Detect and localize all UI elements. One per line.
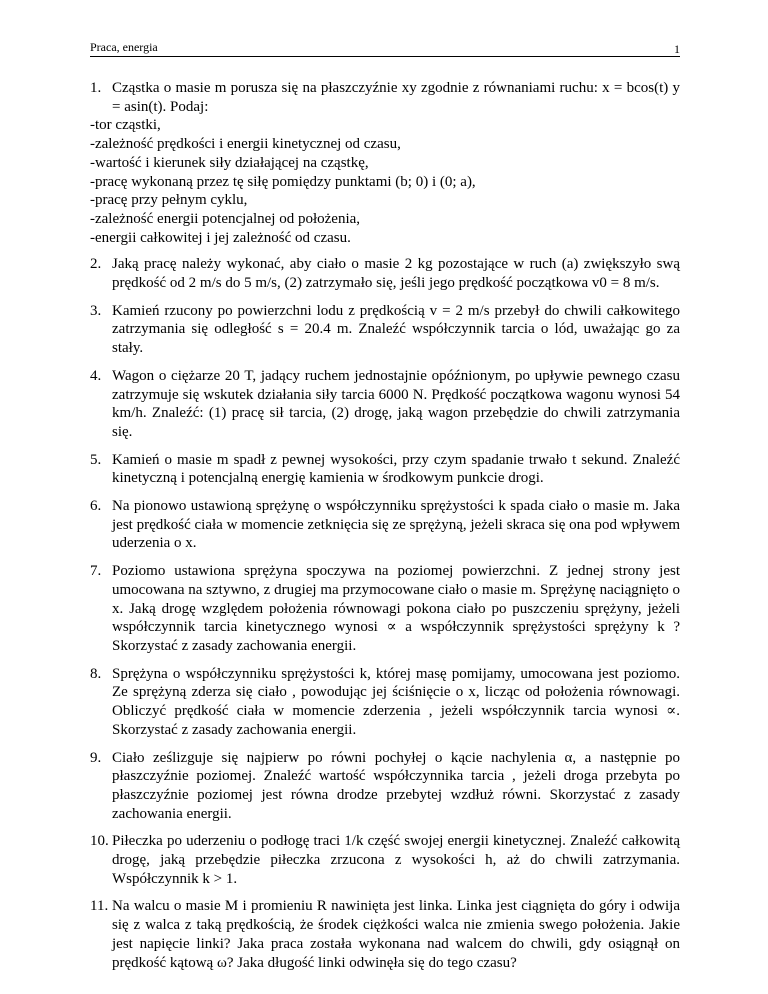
problem-number: 3.	[90, 302, 102, 319]
problem-10	[90, 832, 680, 888]
problem-text: Kamień o masie m spadł z pewnej wysokości, przy czym spadanie trwało t sekund. Znaleźć kinetyczną i potencjalną energię kamienia w środkowym punkcie drogi.	[112, 451, 680, 487]
problem-number: 4.	[90, 367, 102, 384]
problem-number: 1.	[90, 80, 102, 96]
problem-text: Jaką pracę należy wykonać, aby ciało o masie 2 kg pozostające w ruch (a) zwiększyło swą prędkość od 2 m/s do 5 m/s, (2) zatrzymało się, jeśli jego prędkość początkowa v0 = 8 m/s.	[112, 256, 680, 292]
problem-number: 2.	[90, 256, 102, 273]
problem-11	[90, 897, 680, 972]
problem-text: Wagon o ciężarze 20 T, jadący ruchem jednostajnie opóźnionym, po upływie pewnego czasu zatrzymuje się wskutek działania siły tarcia 6000 N. Prędkość początkowa wagonu wynosi 54 km/h. Znaleźć: (1) pracę sił tarcia, (2) drogę, jaką wagon przebędzie do chwili zatrzymania się.	[112, 367, 680, 440]
problem-3	[90, 302, 680, 358]
subitem: -pracę przy pełnym cyklu,	[90, 192, 248, 209]
problem-number: 11.	[90, 898, 109, 915]
problem-7	[90, 562, 680, 656]
problem-2	[90, 255, 680, 292]
problem-list	[90, 79, 680, 981]
page-number: 1	[674, 42, 680, 56]
header-title: Praca, energia	[90, 40, 158, 54]
problem-number: 9.	[90, 749, 102, 766]
problem-text: Piłeczka po uderzeniu o podłogę traci 1/k część swojej energii kinetycznej. Znaleźć całkowitą drogę, jaką przebędzie piłeczka zrzucona z wysokości h, aż do chwili zatrzymania. Współczynnik k > 1.	[112, 833, 680, 887]
problem-text: Cząstka o masie m porusza się na płaszczyźnie xy zgodnie z równaniami ruchu: x = bcos(t) y = asin(t). Podaj:	[112, 80, 680, 115]
problem-text: Na pionowo ustawioną sprężynę o współczynniku sprężystości k spada ciało o masie m. Jaka jest prędkość ciała w momencie zetknięcia się ze sprężyną, jeżeli skraca się ona pod wpływem uderzenia o x.	[112, 498, 680, 552]
problem-number: 10.	[90, 833, 109, 850]
problem-text: Poziomo ustawiona sprężyna spoczywa na poziomej powierzchni. Z jednej strony jest umocowana na sztywno, z drugiej ma przymocowane ciało o masie m. Sprężynę naciągnięto o x. Jaką drogę względem położenia równowagi pokona ciało po puszczeniu sprężyny, jeżeli współczynnik tarcia kinetycznego wynosi ∝ a współczynnik sprężystości sprężyny k ? Skorzystać z zasady zachowania energii.	[112, 563, 680, 654]
problem-1	[90, 79, 680, 116]
problem-text: Na walcu o masie M i promieniu R nawinięta jest linka. Linka jest ciągnięta do góry i odwija się z walca z taką prędkością, że środek ciężkości walca nie zmienia swego położenia. Jakie jest napięcie linki? Jaka praca została wykonana nad walcem do chwili, gdy osiągnął on prędkość kątową ω? Jaka długość linki odwinęła się do tego czasu?	[112, 898, 680, 971]
problem-6	[90, 497, 680, 553]
problem-number: 5.	[90, 451, 102, 468]
subitem: -pracę wykonaną przez tę siłę pomiędzy punktami (b; 0) i (0; a),	[90, 173, 476, 190]
subitem: -energii całkowitej i jej zależność od czasu.	[90, 229, 351, 246]
problem-4	[90, 367, 680, 442]
subitem: -zależność prędkości i energii kinetycznej od czasu,	[90, 136, 401, 153]
problem-5	[90, 451, 680, 488]
problem-text: Sprężyna o współczynniku sprężystości k, której masę pomijamy, umocowana jest poziomo. Ze sprężyną zderza się ciało , powodując jej ściśnięcie o x, licząc od położenia równowagi. Obliczyć prędkość ciała w momencie zderzenia , jeżeli współczynnik tarcia wynosi ∝. Skorzystać z zasady zachowania energii.	[112, 665, 680, 738]
problem-text: Kamień rzucony po powierzchni lodu z prędkością v = 2 m/s przebył do chwili całkowitego zatrzymania się odległość s = 20.4 m. Znaleźć współczynnik tarcia o lód, uważając go za stały.	[112, 302, 680, 357]
problem-number: 7.	[90, 563, 102, 580]
subitem: -zależność energii potencjalnej od położenia,	[90, 210, 361, 227]
problem-number: 6.	[90, 498, 102, 515]
problem-9	[90, 749, 680, 824]
problem-number: 8.	[90, 665, 102, 682]
problem-1-subitems	[90, 116, 680, 247]
page-header	[90, 38, 680, 57]
problem-8	[90, 665, 680, 740]
subitem: -wartość i kierunek siły działającej na cząstkę,	[90, 154, 369, 171]
problem-text: Ciało ześlizguje się najpierw po równi pochyłej o kącie nachylenia α, a następnie po płaszczyźnie poziomej. Znaleźć wartość współczynnika tarcia , jeżeli droga przebyta po płaszczyźnie poziomej jest równa drodze przebytej wzdłuż równi. Skorzystać z zasady zachowania energii.	[112, 749, 680, 822]
subitem: -tor cząstki,	[90, 117, 161, 134]
